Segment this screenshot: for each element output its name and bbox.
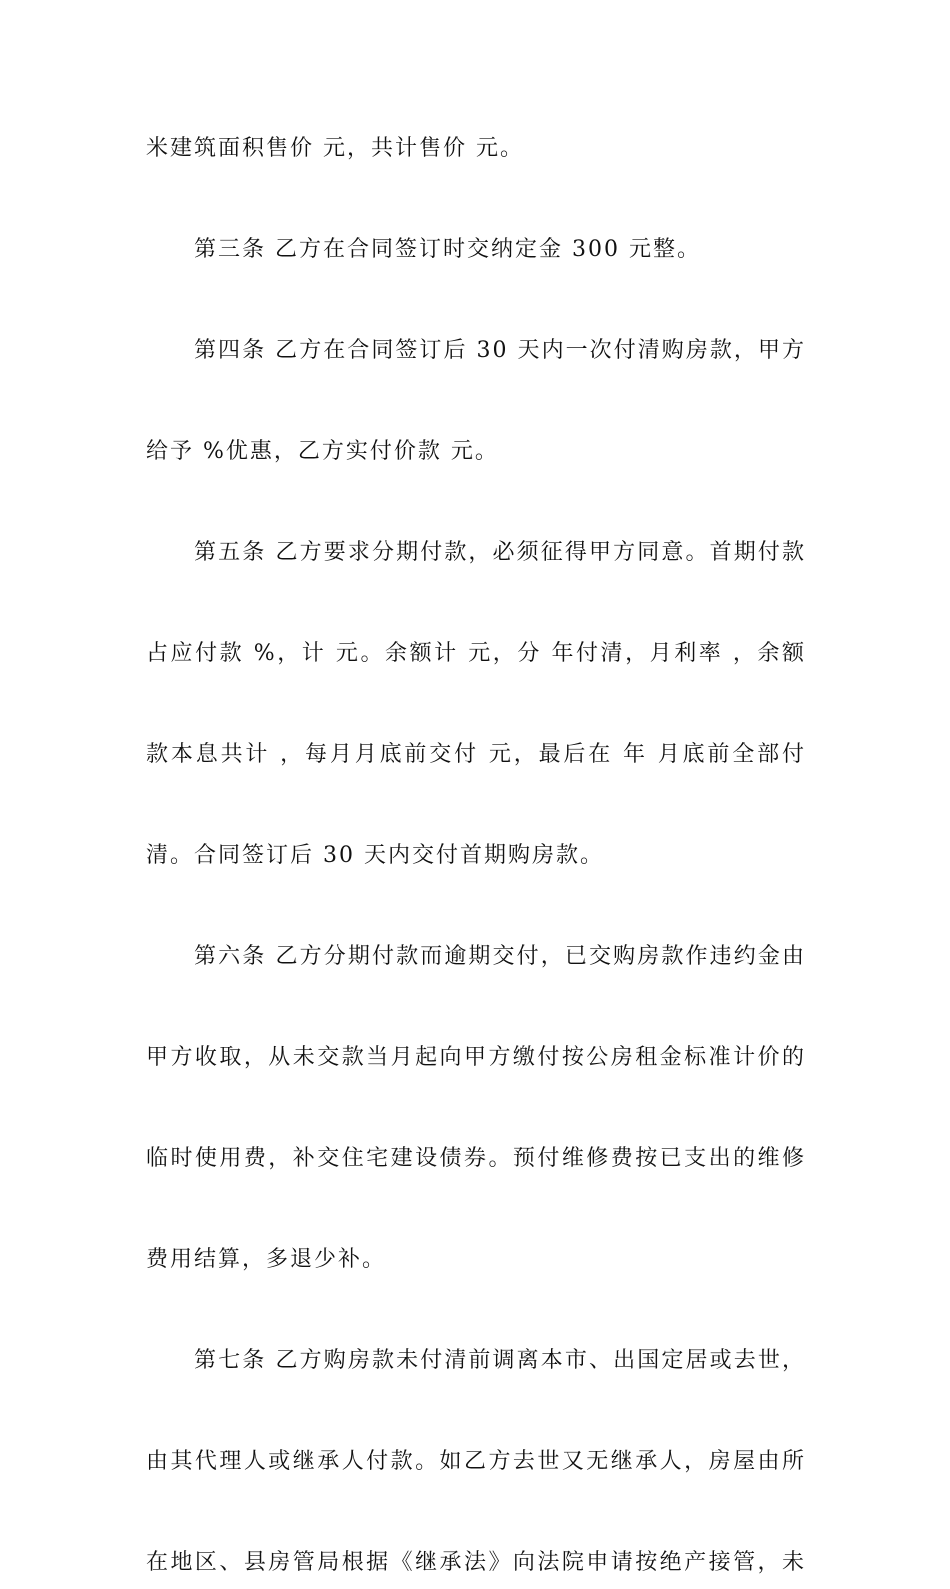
- text-line: 米建筑面积售价 元，共计售价 元。: [146, 136, 524, 161]
- article-7-line: 第七条 乙方购房款未付清前调离本市、出国定居或去世，: [194, 1348, 806, 1373]
- article-3-line: 第三条 乙方在合同签订时交纳定金 300 元整。: [194, 237, 701, 262]
- article-6-line: 第六条 乙方分期付款而逾期交付，已交购房款作违约金由: [194, 944, 806, 969]
- text-line: 给予 %优惠，乙方实付价款 元。: [146, 439, 499, 464]
- text-line: 在地区、县房管局根据《继承法》向法院申请按绝产接管，未: [146, 1550, 806, 1575]
- text-line: 款本息共计 ，每月月底前交付 元，最后在 年 月底前全部付: [146, 742, 806, 767]
- text-line: 清。合同签订后 30 天内交付首期购房款。: [146, 843, 604, 868]
- text-line: 占应付款 %，计 元。余额计 元，分 年付清，月利率 ，余额: [146, 641, 806, 666]
- article-4-line: 第四条 乙方在合同签订后 30 天内一次付清购房款，甲方: [194, 338, 806, 363]
- document-body: [146, 124, 806, 1589]
- text-line: 甲方收取，从未交款当月起向甲方缴付按公房租金标准计价的: [146, 1045, 806, 1070]
- text-line: 由其代理人或继承人付款。如乙方去世又无继承人，房屋由所: [146, 1449, 806, 1474]
- text-line: 临时使用费，补交住宅建设债券。预付维修费按已支出的维修: [146, 1146, 806, 1171]
- article-5-line: 第五条 乙方要求分期付款，必须征得甲方同意。首期付款: [194, 540, 806, 565]
- text-line: 费用结算，多退少补。: [146, 1247, 387, 1272]
